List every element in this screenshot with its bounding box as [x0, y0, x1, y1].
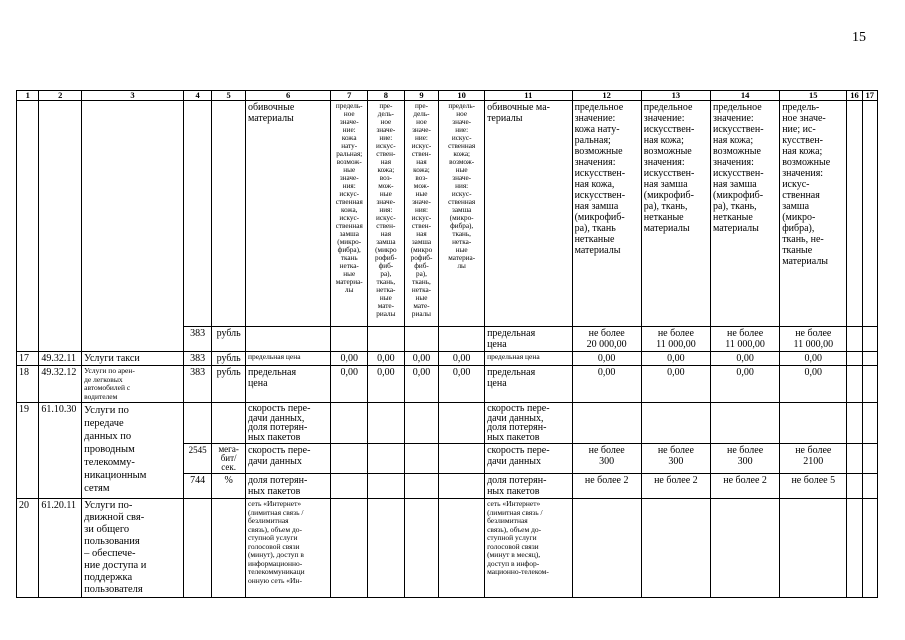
header-cell: 8 — [368, 91, 405, 101]
value-cell: 0,00 — [331, 352, 368, 366]
table-cell — [331, 499, 368, 598]
value-cell: 0,00 — [572, 352, 641, 366]
table-cell — [331, 474, 368, 499]
value-cell: пре- дель- ное значе- ние: искус- ствен- ная кожа; воз- мож- ные значе- ния: искус- ствен- ная замша (микро рофиб- фиб- ра), ткань, нетка- ные мате- риалы — [368, 101, 405, 327]
attribute-name: предельная цена — [485, 327, 573, 352]
attribute-name: предельная цена — [245, 366, 330, 403]
attribute-name: предельная цена — [245, 352, 330, 366]
value-cell: 0,00 — [780, 366, 847, 403]
attribute-name: скорость пере- дачи данных — [485, 444, 573, 474]
okpd-code: 49.32.11 — [39, 352, 82, 366]
header-cell: 12 — [572, 91, 641, 101]
table-cell — [439, 474, 485, 499]
table-row — [17, 101, 878, 327]
table-cell — [17, 101, 39, 352]
unit-name: мега- бит/ сек. — [212, 444, 246, 474]
table-cell — [780, 403, 847, 444]
header-cell: 13 — [641, 91, 710, 101]
row-number: 17 — [17, 352, 39, 366]
value-cell: 0,00 — [439, 366, 485, 403]
header-cell: 6 — [245, 91, 330, 101]
table-cell — [82, 101, 184, 352]
value-cell: 0,00 — [439, 352, 485, 366]
table-cell — [862, 474, 877, 499]
value-cell: не более 20 000,00 — [572, 327, 641, 352]
table-cell — [572, 403, 641, 444]
table-cell — [641, 499, 710, 598]
value-cell: не более 300 — [572, 444, 641, 474]
table-cell — [862, 444, 877, 474]
table-cell — [404, 444, 439, 474]
table-cell — [404, 474, 439, 499]
value-cell: 0,00 — [780, 352, 847, 366]
header-row — [17, 91, 878, 101]
okei-code: 2545 — [183, 444, 211, 474]
table-cell — [862, 499, 877, 598]
service-name: Услуги такси — [82, 352, 184, 366]
table-row — [17, 366, 878, 403]
service-name: Услуги по- движной свя- зи общего пользования – обеспече- ние доступа и поддержка пользователя — [82, 499, 184, 598]
header-cell: 10 — [439, 91, 485, 101]
service-name: Услуги по передаче данных по проводным телекомму- никационным сетям — [82, 403, 184, 499]
table-cell — [847, 352, 862, 366]
header-cell: 16 — [847, 91, 862, 101]
value-cell: предель- ное значе- ние: кожа нату- ральная; возмож- ные значе- ния: искус- ственная кожа, искус- ственная замша (микро- фибра), ткань нетка- ные материа- лы — [331, 101, 368, 327]
table-cell — [368, 444, 405, 474]
table-cell — [572, 499, 641, 598]
service-name: Услуги по арен- де легковых автомобилей с водителем — [82, 366, 184, 403]
table-cell — [847, 444, 862, 474]
table-cell — [780, 499, 847, 598]
value-cell: не более 5 — [780, 474, 847, 499]
value-cell: не более 300 — [641, 444, 710, 474]
unit-name: рубль — [212, 352, 246, 366]
table-cell — [368, 403, 405, 444]
okei-code: 383 — [183, 352, 211, 366]
value-cell: 0,00 — [404, 366, 439, 403]
attribute-name: сеть «Интернет» (лимитная связь / безлимитная связь), объем до- ступной услуги голосовой связи (минут в месяц), доступ в инфор- мационно-телеком- — [485, 499, 573, 598]
value-cell: не более 11 000,00 — [780, 327, 847, 352]
value-cell: 0,00 — [368, 366, 405, 403]
value-cell: предель- ное значе- ние: искус- ственная кожа; возмож- ные значе- ния: искус- ственная замша (микро- фибра), ткань, нетка- ные материа- лы — [439, 101, 485, 327]
table-cell — [847, 366, 862, 403]
okpd-code: 61.20.11 — [39, 499, 82, 598]
attribute-name: обивочные материалы — [245, 101, 330, 327]
table-cell — [847, 327, 862, 352]
characteristics-table — [16, 90, 878, 598]
table-cell — [710, 403, 779, 444]
table-cell — [862, 101, 877, 327]
table-cell — [368, 327, 405, 352]
table-cell — [212, 499, 246, 598]
header-cell: 14 — [710, 91, 779, 101]
unit-name: % — [212, 474, 246, 499]
attribute-name: сеть «Интернет» (лимитная связь / безлимитная связь), объем до- ступной услуги голосовой связи (минут), доступ в информационно- телекоммуникаци онную сеть «Ин- — [245, 499, 330, 598]
value-cell: 0,00 — [641, 366, 710, 403]
value-cell: 0,00 — [641, 352, 710, 366]
table-cell — [212, 101, 246, 327]
value-cell: предель- ное значе- ние; ис- кусствен- ная кожа; возможные значения: искус- ственная замша (микро- фибра), ткань, не- тканые материалы — [780, 101, 847, 327]
table-cell — [439, 327, 485, 352]
table-cell — [331, 327, 368, 352]
header-cell: 17 — [862, 91, 877, 101]
table-cell — [439, 403, 485, 444]
row-number: 18 — [17, 366, 39, 403]
okpd-code: 49.32.12 — [39, 366, 82, 403]
okei-code: 383 — [183, 327, 211, 352]
table-cell — [862, 327, 877, 352]
value-cell: 0,00 — [572, 366, 641, 403]
table-cell — [212, 403, 246, 444]
header-cell: 1 — [17, 91, 39, 101]
attribute-name: доля потерян- ных пакетов — [245, 474, 330, 499]
table-cell — [862, 403, 877, 444]
attribute-name: доля потерян- ных пакетов — [485, 474, 573, 499]
value-cell: не более 2 — [572, 474, 641, 499]
header-cell: 5 — [212, 91, 246, 101]
attribute-name: предельная цена — [485, 352, 573, 366]
attribute-name: скорость пере- дачи данных, доля потерян- ных пакетов — [485, 403, 573, 444]
table-cell — [847, 474, 862, 499]
okpd-code: 61.10.30 — [39, 403, 82, 499]
table-cell — [39, 101, 82, 352]
okei-code: 744 — [183, 474, 211, 499]
table-cell — [847, 403, 862, 444]
value-cell: не более 2 — [710, 474, 779, 499]
unit-name: рубль — [212, 327, 246, 352]
row-number: 19 — [17, 403, 39, 499]
table-cell — [183, 403, 211, 444]
value-cell: не более 2100 — [780, 444, 847, 474]
table-cell — [710, 499, 779, 598]
value-cell: 0,00 — [710, 352, 779, 366]
table-cell — [368, 499, 405, 598]
value-cell: не более 11 000,00 — [710, 327, 779, 352]
value-cell: не более 2 — [641, 474, 710, 499]
header-cell: 11 — [485, 91, 573, 101]
header-cell: 4 — [183, 91, 211, 101]
table-cell — [404, 403, 439, 444]
table-cell — [404, 327, 439, 352]
value-cell: предельное значение: кожа нату- ральная; возможные значения: искусствен- ная кожа, искусствен- ная замша (микрофиб- ра), ткань нетканые материалы — [572, 101, 641, 327]
table-cell — [847, 101, 862, 327]
value-cell: 0,00 — [331, 366, 368, 403]
header-cell: 15 — [780, 91, 847, 101]
attribute-name: скорость пере- дачи данных — [245, 444, 330, 474]
unit-name: рубль — [212, 366, 246, 403]
page-number: 15 — [852, 30, 866, 45]
value-cell: пре- дель- ное значе- ние: искус- ствен- ная кожа; воз- мож- ные значе- ния: искус- ствен- ная замша (микро рофиб- фиб- ра), ткань, нетка- ные мате- риалы — [404, 101, 439, 327]
table-cell — [331, 444, 368, 474]
table-cell — [368, 474, 405, 499]
table-cell — [439, 444, 485, 474]
table-cell — [183, 101, 211, 327]
table-cell — [847, 499, 862, 598]
value-cell: предельное значение: искусствен- ная кожа; возможные значения: искусствен- ная замша (микрофиб- ра), ткань, нетканые материалы — [641, 101, 710, 327]
okei-code: 383 — [183, 366, 211, 403]
table-row — [17, 352, 878, 366]
header-cell: 2 — [39, 91, 82, 101]
value-cell: 0,00 — [368, 352, 405, 366]
table-cell — [331, 403, 368, 444]
value-cell: не более 300 — [710, 444, 779, 474]
table-row — [17, 499, 878, 598]
table-cell — [183, 499, 211, 598]
value-cell: предельное значение: искусствен- ная кожа; возможные значения: искусствен- ная замша (микрофиб- ра), ткань, нетканые материалы — [710, 101, 779, 327]
attribute-name: предельная цена — [485, 366, 573, 403]
table-cell — [439, 499, 485, 598]
table-cell — [245, 327, 330, 352]
table-cell — [641, 403, 710, 444]
header-cell: 9 — [404, 91, 439, 101]
table-cell — [862, 352, 877, 366]
header-cell: 7 — [331, 91, 368, 101]
value-cell: не более 11 000,00 — [641, 327, 710, 352]
attribute-name: обивочные ма- териалы — [485, 101, 573, 327]
table-row — [17, 403, 878, 444]
row-number: 20 — [17, 499, 39, 598]
table-cell — [404, 499, 439, 598]
value-cell: 0,00 — [710, 366, 779, 403]
header-cell: 3 — [82, 91, 184, 101]
value-cell: 0,00 — [404, 352, 439, 366]
table-cell — [862, 366, 877, 403]
attribute-name: скорость пере- дачи данных, доля потерян- ных пакетов — [245, 403, 330, 444]
